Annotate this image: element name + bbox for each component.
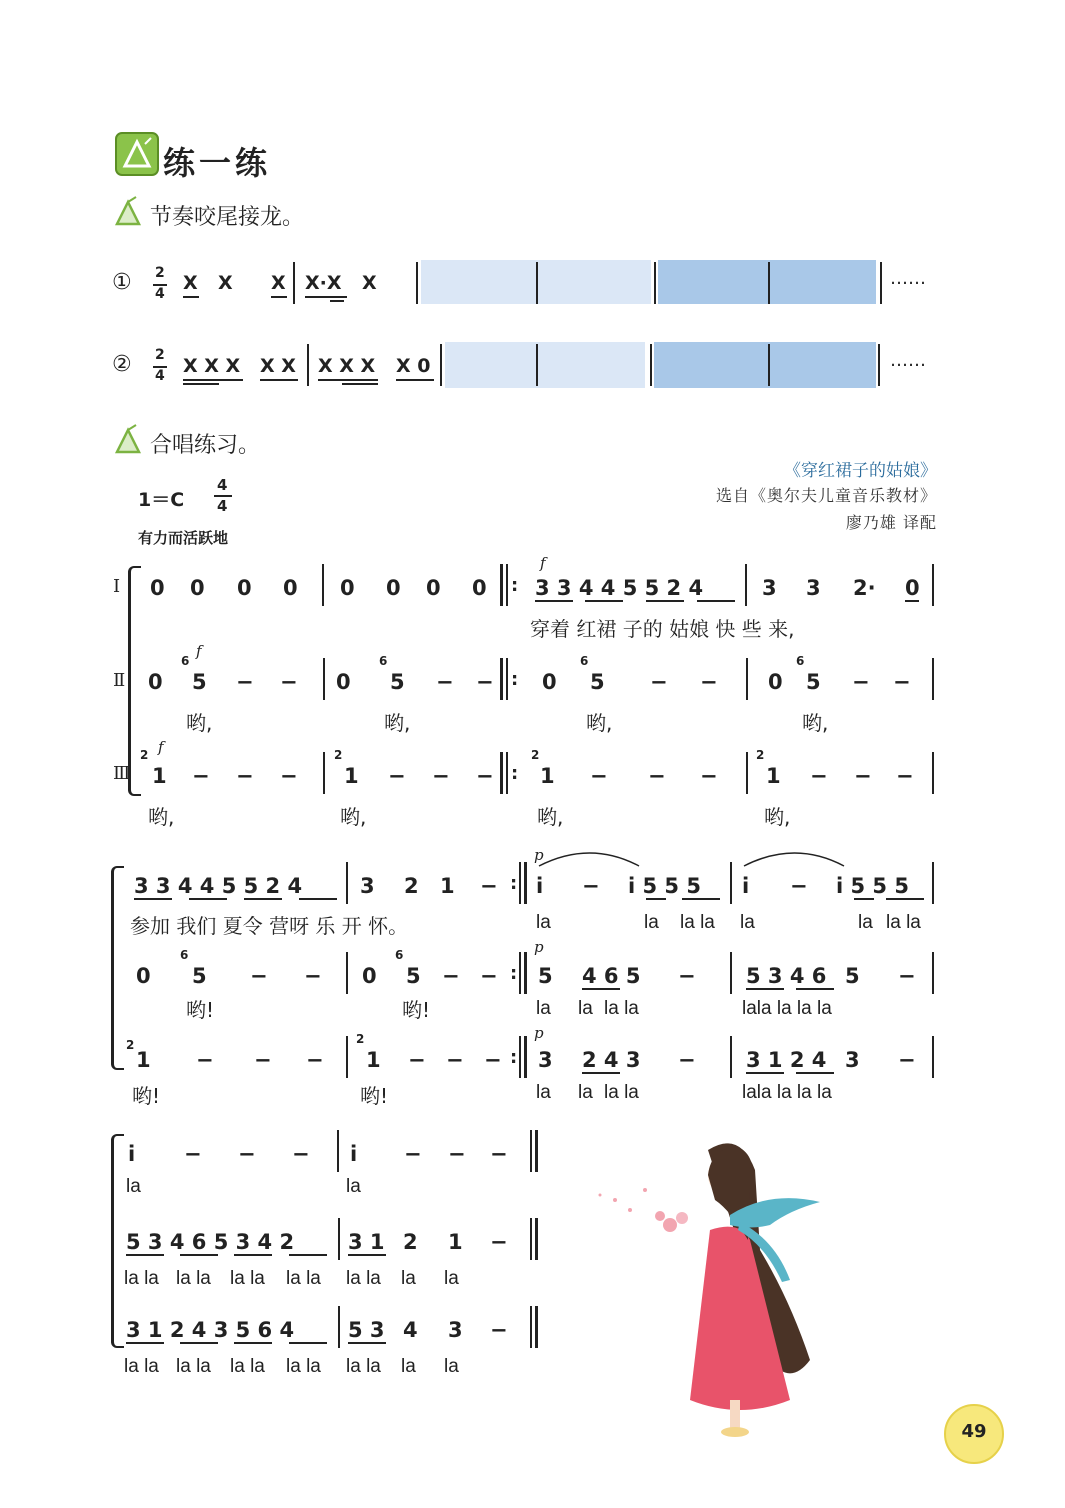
lyric-la: la — [858, 912, 873, 933]
row-number: ① — [112, 270, 132, 295]
lyric-la: la — [536, 912, 551, 933]
lyric-la: la la — [604, 1082, 639, 1103]
lyric-yo: 哟! — [402, 998, 431, 1022]
lyric-la: lala la la la — [742, 1082, 832, 1103]
part-label-3: Ⅲ — [113, 763, 131, 784]
key-signature: 1＝C — [138, 489, 185, 511]
lyric-la: la — [536, 998, 551, 1019]
lyric-la: la — [444, 1268, 459, 1289]
time-sig-top: 2 — [155, 347, 165, 363]
lyric-la: la la — [124, 1356, 159, 1377]
page-title: 练一练 — [163, 144, 272, 182]
page-number: 49 — [961, 1421, 987, 1442]
lyric-la: la la — [346, 1268, 381, 1289]
lyric-la: la — [536, 1082, 551, 1103]
row-number: ② — [112, 352, 132, 377]
time-sig-bottom: 4 — [155, 286, 165, 302]
lyric-yo: 哟, — [340, 805, 367, 829]
lyrics-line-2: 参加 我们 夏令 营呀 乐 开 怀。 — [130, 914, 409, 938]
part-label-2: Ⅱ — [113, 670, 126, 691]
lyric-la: la — [578, 998, 593, 1019]
lyric-la: la — [126, 1176, 141, 1197]
lyric-la: la la — [124, 1268, 159, 1289]
lyric-la: la la — [230, 1268, 265, 1289]
tempo-marking: 有力而活跃地 — [138, 529, 229, 547]
lyric-la: la — [401, 1356, 416, 1377]
time-sig-top: 4 — [217, 476, 228, 494]
continuation-dots: …… — [890, 350, 926, 371]
section-chorus-heading: 合唱练习。 — [150, 433, 261, 458]
lyric-la: la la — [680, 912, 715, 933]
lyrics-line-1: 穿着 红裙 子的 姑娘 快 些 来, — [530, 617, 795, 641]
lyric-la: la — [444, 1356, 459, 1377]
lyric-la: la — [346, 1176, 361, 1197]
lyric-la: la la — [886, 912, 921, 933]
system-bracket — [111, 866, 124, 1070]
time-sig-bottom: 4 — [217, 497, 228, 515]
song-source: 选自《奥尔夫儿童音乐教材》 — [715, 486, 937, 505]
lyric-yo: 哟, — [537, 805, 564, 829]
lyric-yo: 哟, — [802, 711, 829, 735]
lyric-yo: 哟! — [186, 998, 215, 1022]
continuation-dots: …… — [890, 268, 926, 289]
lyric-la: la la — [604, 998, 639, 1019]
lyric-la: la — [401, 1268, 416, 1289]
girl-in-red-dress-illustration — [590, 1130, 880, 1450]
lyric-yo: 哟, — [586, 711, 613, 735]
lyric-yo: 哟! — [132, 1084, 161, 1108]
lyric-yo: 哟, — [148, 805, 175, 829]
lyric-la: lala la la la — [742, 998, 832, 1019]
lyric-la: la la — [176, 1268, 211, 1289]
lyric-la: la la — [286, 1356, 321, 1377]
song-credit: 廖乃雄 译配 — [845, 513, 937, 532]
section-rhythm-heading: 节奏咬尾接龙。 — [150, 205, 305, 230]
lyric-yo: 哟, — [764, 805, 791, 829]
lyric-yo: 哟, — [186, 711, 213, 735]
part-label-1: Ⅰ — [113, 576, 121, 597]
triangle-instrument-icon — [115, 132, 159, 176]
lyric-la: la — [740, 912, 755, 933]
triangle-icon — [114, 196, 142, 232]
lyric-la: la la — [286, 1268, 321, 1289]
system-bracket — [111, 1134, 124, 1348]
lyric-la: la — [644, 912, 659, 933]
time-sig-bottom: 4 — [155, 368, 165, 384]
lyric-yo: 哟! — [360, 1084, 389, 1108]
lyric-la: la la — [230, 1356, 265, 1377]
time-sig-top: 2 — [155, 265, 165, 281]
lyric-la: la la — [346, 1356, 381, 1377]
triangle-icon — [114, 424, 142, 460]
lyric-la: la la — [176, 1356, 211, 1377]
lyric-yo: 哟, — [384, 711, 411, 735]
lyric-la: la — [578, 1082, 593, 1103]
song-title: 《穿红裙子的姑娘》 — [784, 461, 937, 481]
